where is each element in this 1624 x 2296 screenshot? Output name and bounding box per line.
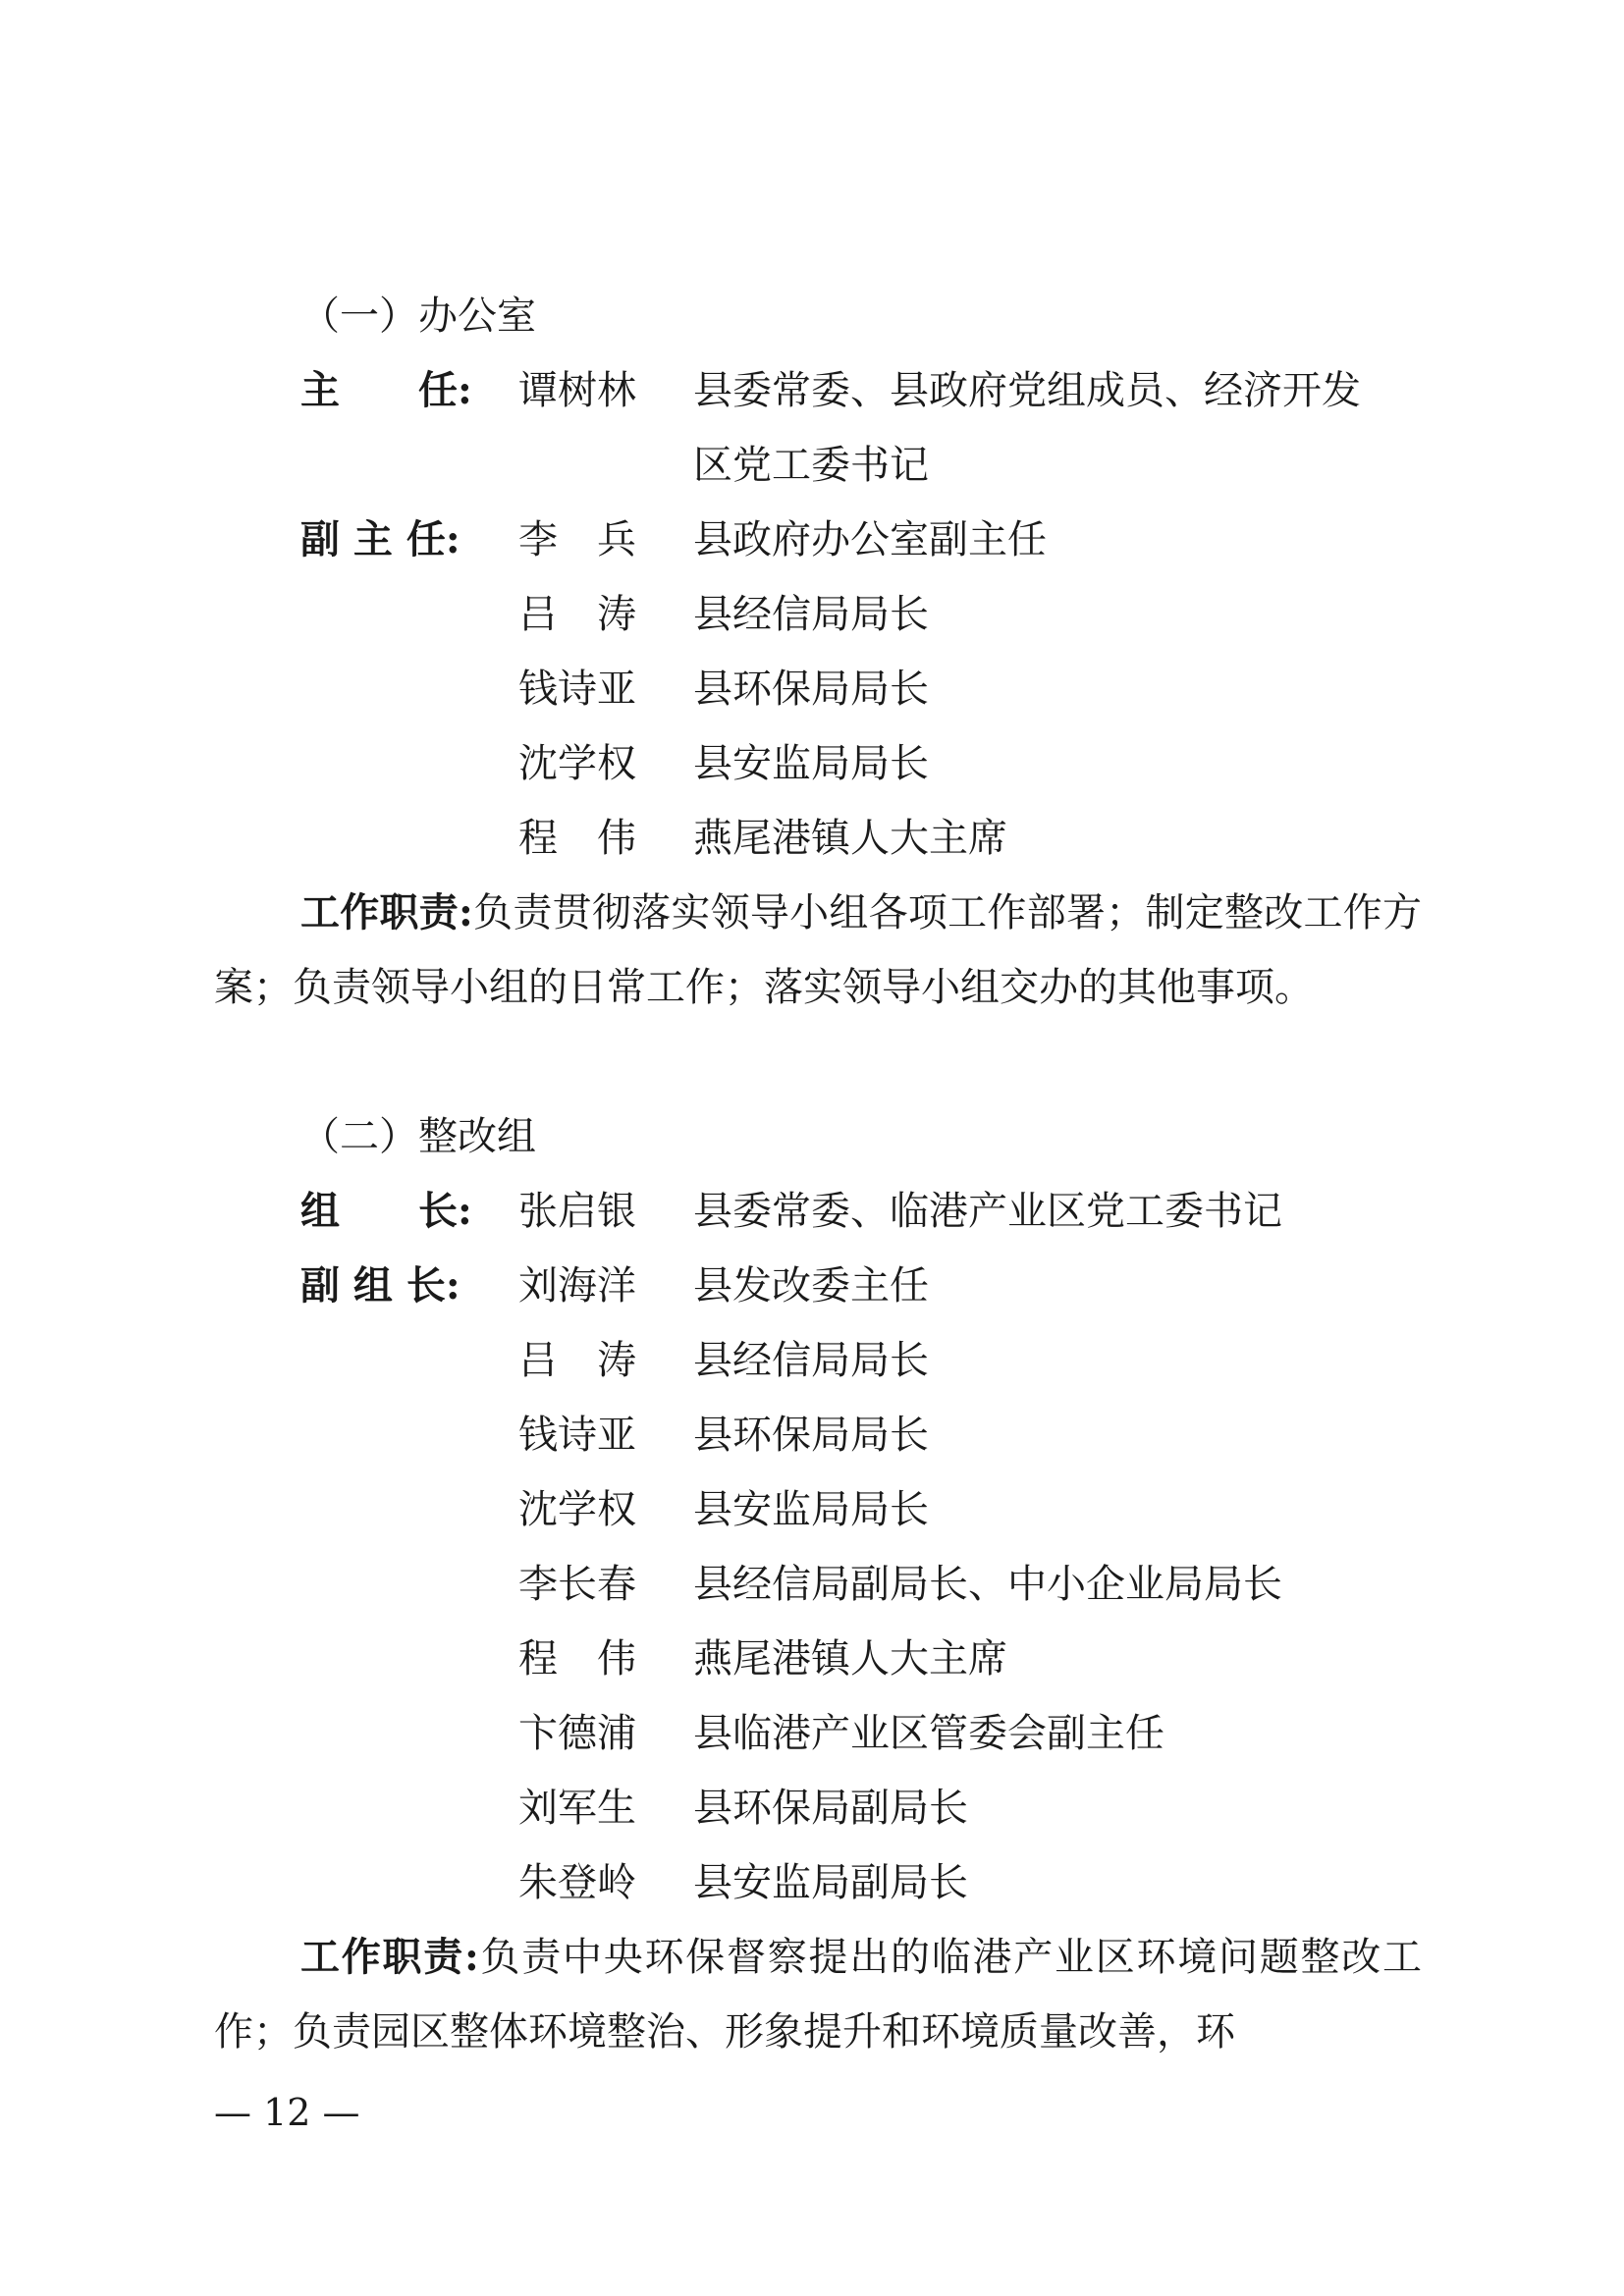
duty-paragraph-office (214, 876, 1422, 1025)
deputy-name: 吕 涛 (518, 592, 636, 637)
deputy-leader-title: 县环保局副局长 (693, 1786, 968, 1831)
leader-title: 县委常委、临港产业区党工委书记 (693, 1189, 1282, 1234)
deputy-leader-name: 钱诗亚 (518, 1413, 636, 1458)
duty-text: 负责中央环保督察提出的临港产业区环境问题整改工作；负责园区整体环境整治、形象提升和环境质量改善，环 (214, 1935, 1423, 2055)
director-title: 县委常委、县政府党组成员、经济开发 (693, 368, 1361, 413)
deputy-title: 县经信局局长 (693, 592, 929, 637)
leader-label: 组 长: (300, 1188, 472, 1234)
deputy-leader-title: 县临港产业区管委会副主任 (693, 1711, 1164, 1756)
director-title-continued: 区党工委书记 (693, 443, 929, 488)
duty-text: 负责贯彻落实领导小组各项工作部署；制定整改工作方案；负责领导小组的日常工作；落实领导小组交办的其他事项。 (214, 890, 1423, 1010)
deputy-leader-title: 县发改委主任 (693, 1263, 929, 1308)
deputy-leader-name: 刘海洋 (518, 1263, 636, 1308)
deputy-leader-title: 县经信局局长 (693, 1338, 929, 1383)
duty-paragraph-rectification (214, 1920, 1422, 2069)
deputy-leader-title: 县安监局副局长 (693, 1860, 968, 1905)
deputy-leader-title: 县安监局局长 (693, 1487, 929, 1532)
section-heading-office: （一）办公室 (300, 294, 536, 339)
deputy-name: 钱诗亚 (518, 667, 636, 712)
deputy-title: 燕尾港镇人大主席 (693, 816, 1007, 861)
deputy-leader-label: 副 组 长: (300, 1262, 460, 1308)
deputy-leader-title: 燕尾港镇人大主席 (693, 1636, 1007, 1682)
duty-label: 工作职责: (300, 889, 473, 935)
section-heading-rectification: （二）整改组 (300, 1114, 536, 1159)
duty-label: 工作职责: (300, 1934, 479, 1980)
deputy-title: 县政府办公室副主任 (693, 517, 1047, 562)
deputy-leader-name: 朱登岭 (518, 1860, 636, 1905)
director-name: 谭树林 (518, 368, 636, 413)
deputy-leader-name: 沈学权 (518, 1487, 636, 1532)
deputy-director-label: 副 主 任: (300, 516, 460, 562)
leader-name: 张启银 (518, 1189, 636, 1234)
deputy-name: 李 兵 (518, 517, 636, 562)
deputy-leader-name: 吕 涛 (518, 1338, 636, 1383)
deputy-name: 沈学权 (518, 741, 636, 786)
director-label: 主 任: (300, 367, 472, 413)
deputy-title: 县环保局局长 (693, 667, 929, 712)
deputy-leader-name: 程 伟 (518, 1636, 636, 1682)
deputy-leader-name: 李长春 (518, 1562, 636, 1607)
page-number: — 12 — (214, 2091, 360, 2134)
deputy-title: 县安监局局长 (693, 741, 929, 786)
deputy-leader-name: 刘军生 (518, 1786, 636, 1831)
deputy-leader-title: 县环保局局长 (693, 1413, 929, 1458)
deputy-leader-name: 卞德浦 (518, 1711, 636, 1756)
deputy-leader-title: 县经信局副局长、中小企业局局长 (693, 1562, 1282, 1607)
deputy-name: 程 伟 (518, 816, 636, 861)
